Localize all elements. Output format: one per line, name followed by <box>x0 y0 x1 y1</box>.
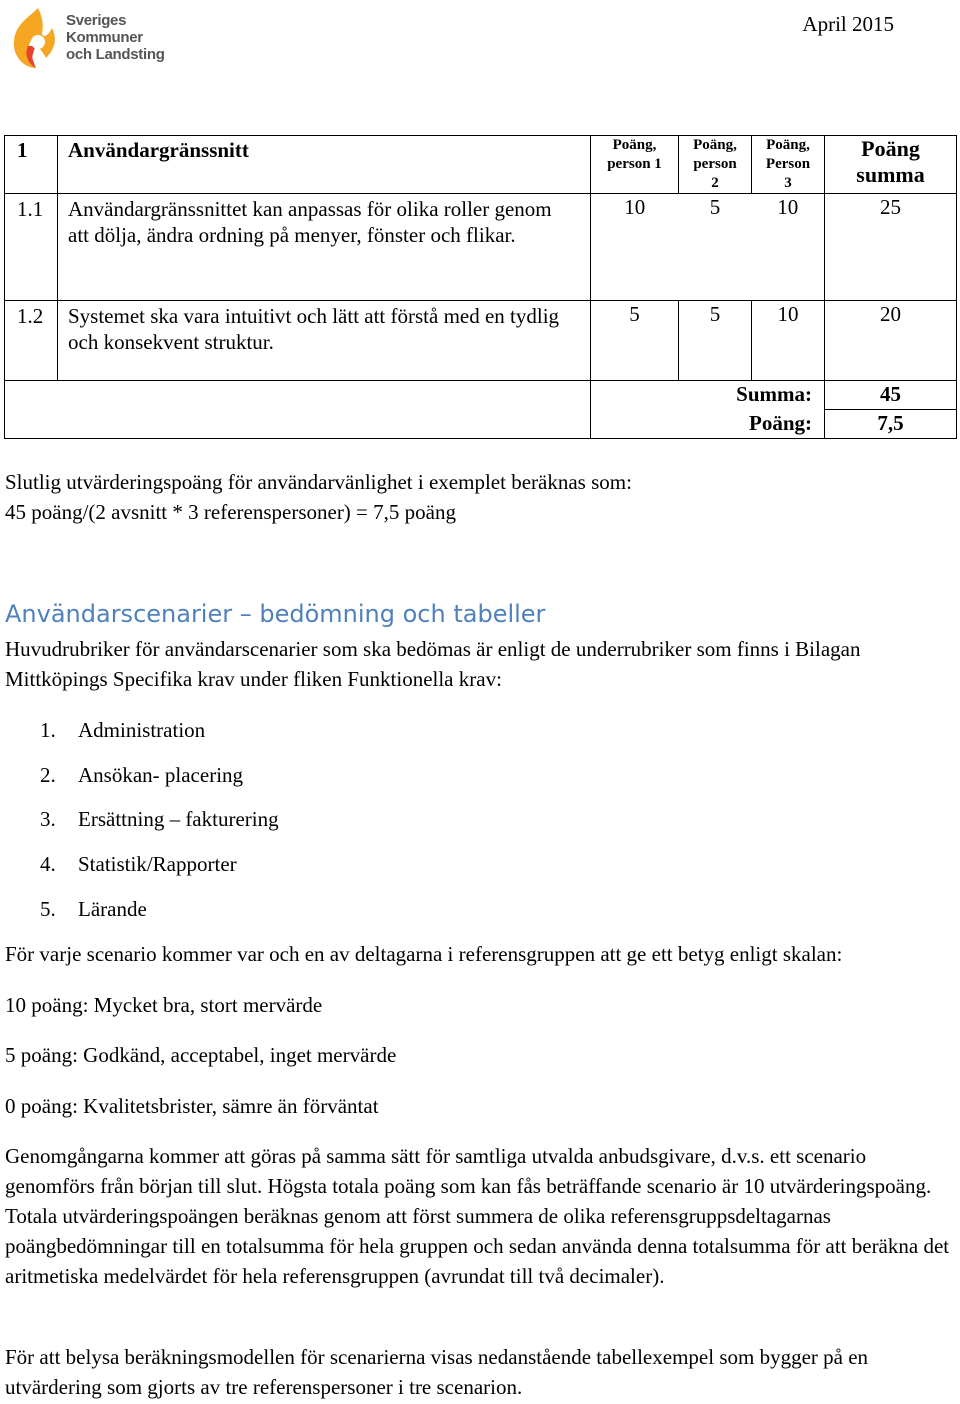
section-number: 1 <box>5 136 58 194</box>
method-paragraph: Genomgångarna kommer att göras på samma sätt för samtliga utvalda anbudsgivare, d.v.s. ett scenario genomförs från början till slut. Högsta totala poäng som kan fås beträffande scenario är 10 utvärderingspoäng. Totala utvärderingspoängen beräknas genom att först summera de olika referensgruppsdeltagarnas poängbedömningar till en totalsumma för hela gruppen och sedan använda denna totalsumma för att beräkna det aritmetiska medelvärdet för hela referensgruppen (avrundat till två decimaler). <box>5 1144 950 1288</box>
score-sum: 20 <box>825 301 957 381</box>
logo-line-3: och Landsting <box>66 46 165 63</box>
table-row <box>5 301 957 381</box>
score-person-1: 10 <box>591 194 679 301</box>
empty-cell <box>5 381 591 439</box>
row-number: 1.2 <box>5 301 58 381</box>
list-item: 1. Administration <box>40 718 206 742</box>
score-table <box>4 135 957 439</box>
document-date: April 2015 <box>802 12 894 36</box>
table-row <box>5 194 957 301</box>
skl-flame-icon <box>8 6 68 70</box>
scale-item-10: 10 poäng: Mycket bra, stort mervärde <box>5 993 323 1017</box>
logo-line-2: Kommuner <box>66 29 143 46</box>
summa-value: 45 <box>825 381 957 410</box>
scenario-list <box>40 716 279 939</box>
score-person-2: 5 <box>679 194 752 301</box>
calc-line-2: 45 poäng/(2 avsnitt * 3 referenspersoner) = 7,5 poäng <box>5 500 456 524</box>
row-number: 1.1 <box>5 194 58 301</box>
calc-line-1: Slutlig utvärderingspoäng för användarvänlighet i exemplet beräknas som: <box>5 470 632 494</box>
score-sum: 25 <box>825 194 957 301</box>
scale-intro: För varje scenario kommer var och en av deltagarna i referensgruppen att ge ett betyg enligt skalan: <box>5 942 843 966</box>
list-item: 3. Ersättning – fakturering <box>40 807 279 832</box>
scale-item-5: 5 poäng: Godkänd, acceptabel, inget mervärde <box>5 1043 397 1067</box>
poang-label: Poäng: <box>591 410 825 439</box>
row-text: Systemet ska vara intuitivt och lätt att förstå med en tydlig och konsekvent struktur. <box>58 301 591 381</box>
example-paragraph: För att belysa beräkningsmodellen för scenarierna visas nedanstående tabellexempel som bygger på en utvärdering som gjorts av tre referenspersoner i tre scenarion. <box>5 1345 869 1399</box>
score-person-3: 10 <box>752 301 825 381</box>
list-item: 4. Statistik/Rapporter <box>40 852 237 877</box>
section-title: Användargränssnitt <box>58 136 591 194</box>
scale-item-0: 0 poäng: Kvalitetsbrister, sämre än förväntat <box>5 1094 379 1118</box>
list-item: 2. Ansökan- placering <box>40 762 244 787</box>
row-text: Användargränssnittet kan anpassas för olika roller genom att dölja, ändra ordning på menyer, fönster och flikar. <box>58 194 591 301</box>
poang-value: 7,5 <box>825 410 957 439</box>
col-header-person-3: Poäng, Person 3 <box>752 136 825 194</box>
logo-wordmark <box>66 12 165 63</box>
list-item: 5. Lärande <box>40 896 147 921</box>
col-header-person-2: Poäng, person 2 <box>679 136 752 194</box>
section-intro: Huvudrubriker för användarscenarier som ska bedömas är enligt de underrubriker som finns i Bilagan Mittköpings Specifika krav under fliken Funktionella krav: <box>5 637 861 691</box>
summa-row <box>5 381 957 410</box>
score-person-3: 10 <box>752 194 825 301</box>
table-header-row <box>5 136 957 194</box>
col-header-sum: Poäng summa <box>825 136 957 194</box>
summa-label: Summa: <box>591 381 825 410</box>
col-header-person-1: Poäng, person 1 <box>591 136 679 194</box>
score-person-2: 5 <box>679 301 752 381</box>
section-heading: Användarscenarier – bedömning och tabeller <box>5 600 546 628</box>
score-person-1: 5 <box>591 301 679 381</box>
logo-line-1: Sveriges <box>66 12 127 29</box>
